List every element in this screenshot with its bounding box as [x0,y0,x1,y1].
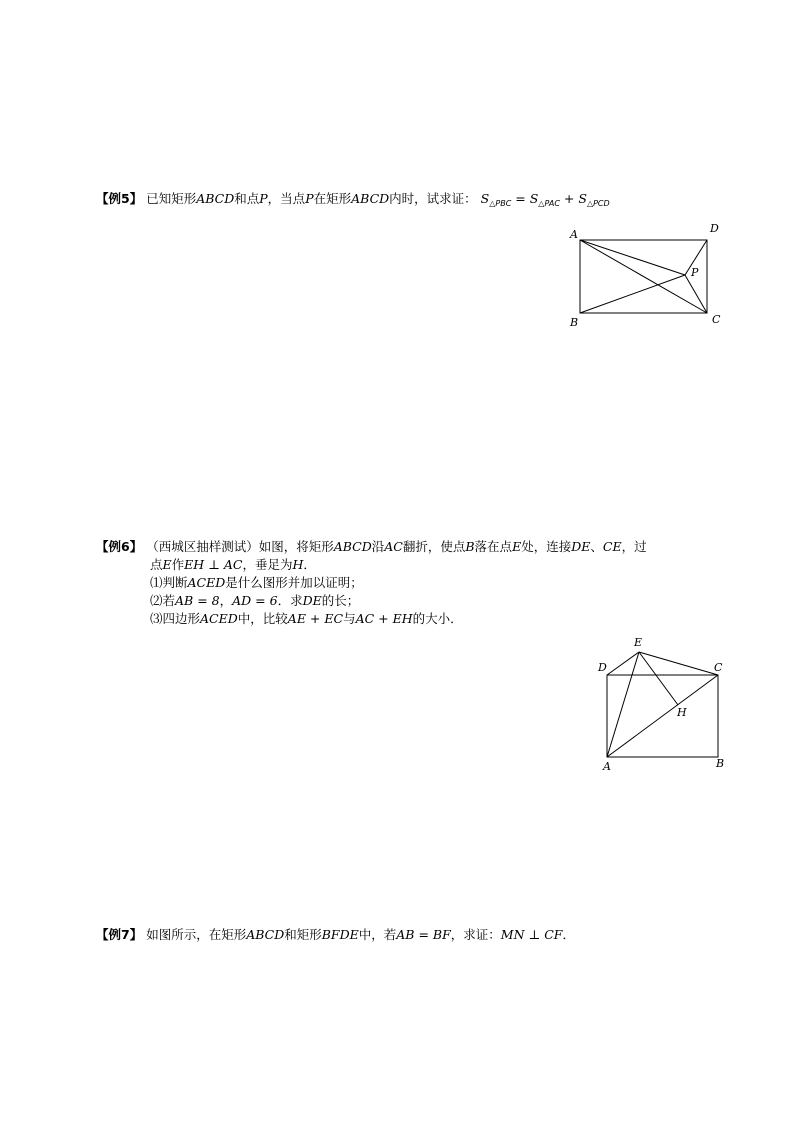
plus: + [559,191,579,206]
ex6-perp: EH ⊥ AC [184,557,243,572]
ex6-text: ． [303,557,316,572]
question-number: ⑴ [150,575,163,590]
ex6-text: 翻折，使点 [402,539,466,554]
segment-ae [607,652,639,757]
ex6-seg: AC [384,539,403,554]
ex5-text: 在矩形 [313,191,352,206]
ex6-text: ．求 [277,593,303,608]
label-a: A [570,228,578,241]
ex7-text: 中，若 [358,927,397,942]
ex6-text: 与 [343,611,356,626]
ex6-quad: ACED [200,611,238,626]
ex7-perp: MN ⊥ CF [500,927,563,942]
example-5-tag: 【例5】 [96,191,143,206]
equals: = [511,191,530,206]
ex5-point: P [305,191,314,206]
ex5-rect: ABCD [351,191,390,206]
ex5-rect: ABCD [196,191,235,206]
subscript: △PCD [586,199,610,208]
ex5-text: 已知矩形 [146,191,197,206]
label-p: P [691,266,699,279]
example-6-question-3 [150,610,463,628]
ex6-seg: DE [302,593,322,608]
diagonal-ac [607,675,718,757]
ex5-text: 内时，试求证： [389,191,477,206]
segment-pb [580,275,685,313]
example-7-statement [96,926,575,944]
label-h: H [677,706,687,719]
ex5-text: ，当点 [267,191,306,206]
ex6-text: 落在点 [474,539,513,554]
question-number: ⑵ [150,593,163,608]
segment-eh [639,652,678,705]
ex6-text: 、 [590,539,603,554]
ex6-text: 沿 [371,539,385,554]
ex7-text: 如图所示，在矩形 [146,927,247,942]
ex7-rect: BFDE [321,927,359,942]
ex6-expr: AC + EH [355,611,413,626]
ex7-text: ． [562,927,575,942]
ex7-text: 和矩形 [284,927,322,942]
example-6-question-1 [150,574,363,592]
ex6-expr: AE + EC [287,611,344,626]
subscript: △PAC [538,199,560,208]
ex6-text: 的大小． [412,611,463,626]
ex6-rect: ABCD [333,539,372,554]
diagonal-ac [580,240,707,313]
ex6-eq: AD = 6 [232,593,278,608]
label-b: B [570,316,579,329]
ex6-text: 作 [171,557,185,572]
area-symbol: S [578,191,587,206]
subscript: △PBC [489,199,512,208]
ex7-rect: ABCD [246,927,285,942]
label-d: D [598,661,607,674]
label-d: D [710,222,719,235]
ex6-eq: AB = 8 [175,593,220,608]
label-b: B [716,757,725,770]
label-e: E [634,636,643,649]
segment-de [607,652,639,675]
ex6-text: （西城区抽样测试）如图，将矩形 [146,539,334,554]
ex6-text: 判断 [162,575,188,590]
ex6-point: H [292,557,304,572]
example-7-tag: 【例7】 [96,927,143,942]
segment-ce [639,652,718,675]
ex6-text: 中，比较 [237,611,288,626]
example-5-figure [565,220,735,335]
ex6-text: 处，连接 [521,539,572,554]
example-6-line-2 [150,556,316,574]
ex6-text: ，垂足为 [242,557,293,572]
ex6-point: E [162,557,172,572]
area-symbol: S [480,191,490,206]
ex6-point: B [465,539,475,554]
example-6-tag: 【例6】 [96,539,143,554]
ex6-seg: DE [571,539,591,554]
ex6-text: ， [219,593,233,608]
area-symbol: S [529,191,539,206]
ex5-point: P [259,191,268,206]
example-6-figure [590,630,740,780]
ex6-text: 的长； [321,593,360,608]
ex7-text: ，求证： [450,927,501,942]
example-6-question-2 [150,592,359,610]
example-5-statement [96,190,610,210]
segment-pc [685,275,707,313]
ex6-text: 是什么图形并加以证明； [225,575,363,590]
ex6-text: 四边形 [162,611,201,626]
ex7-eq: AB = BF [396,927,451,942]
label-c: C [714,661,723,674]
example-6-line-1 [96,538,647,556]
ex6-quad: ACED [187,575,226,590]
ex6-text: 若 [162,593,176,608]
question-number: ⑶ [150,611,163,626]
label-a: A [603,760,611,773]
ex6-point: E [512,539,522,554]
ex6-seg: CE [602,539,622,554]
ex5-formula [481,191,610,206]
ex6-text: ，过 [621,539,647,554]
ex6-text: 点 [150,557,163,572]
label-c: C [712,313,721,326]
ex5-text: 和点 [234,191,260,206]
